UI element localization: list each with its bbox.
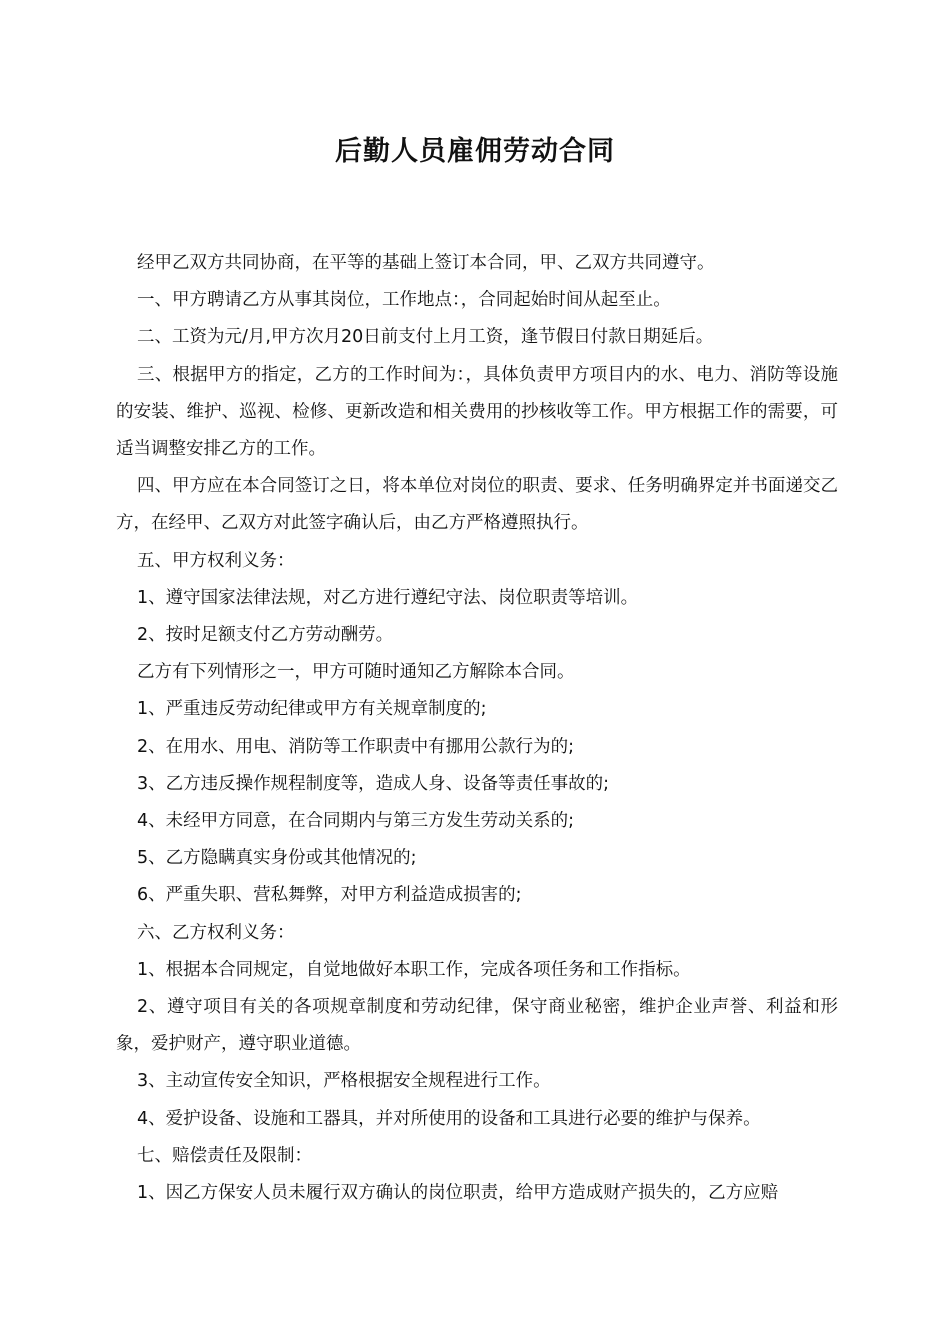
paragraph-list-item: 4、未经甲方同意，在合同期内与第三方发生劳动关系的;: [137, 811, 575, 832]
paragraph-clause-7-heading: 七、赔偿责任及限制：: [137, 1145, 312, 1166]
paragraph-list-item: 3、乙方违反操作规程制度等，造成人身、设备等责任事故的;: [137, 773, 610, 794]
paragraph-list-item: 3、主动宣传安全知识，严格根据安全规程进行工作。: [137, 1071, 551, 1092]
paragraph-clause-4: 四、甲方应在本合同签订之日，将本单位对岗位的职责、要求、任务明确界定并书面递交乙方，在经甲、乙双方对此签字确认后，由乙方严格遵照执行。: [116, 476, 838, 534]
paragraph-list-item: 1、遵守国家法律法规，对乙方进行遵纪守法、岗位职责等培训。: [137, 587, 639, 608]
document-title: 后勤人员雇佣劳动合同: [335, 136, 615, 167]
paragraph-list-item: 5、乙方隐瞒真实身份或其他情况的;: [137, 848, 417, 869]
paragraph-list-item: 1、因乙方保安人员未履行双方确认的岗位职责，给甲方造成财产损失的，乙方应赔: [137, 1183, 779, 1204]
paragraph-clause-5-heading: 五、甲方权利义务：: [137, 550, 295, 571]
paragraph-list-item: 6、严重失职、营私舞弊，对甲方利益造成损害的;: [137, 885, 522, 906]
paragraph-clause-6-heading: 六、乙方权利义务：: [137, 922, 295, 943]
paragraph-clause-1: 一、甲方聘请乙方从事其岗位，工作地点：，合同起始时间从起至止。: [137, 290, 671, 311]
document-body: [116, 245, 838, 1212]
paragraph-list-item: 1、根据本合同规定，自觉地做好本职工作，完成各项任务和工作指标。: [137, 959, 691, 980]
paragraph-clause-2: 二、工资为元/月,甲方次月20日前支付上月工资，逢节假日付款日期延后。: [137, 327, 714, 348]
paragraph-list-item: 2、遵守项目有关的各项规章制度和劳动纪律，保守商业秘密，维护企业声誉、利益和形象，爱护财产，遵守职业道德。: [116, 997, 838, 1055]
paragraph-intro: 经甲乙双方共同协商，在平等的基础上签订本合同，甲、乙双方共同遵守。: [137, 253, 715, 273]
paragraph-clause-3: 三、根据甲方的指定，乙方的工作时间为：，具体负责甲方项目内的水、电力、消防等设施的安装、维护、巡视、检修、更新改造和相关费用的抄核收等工作。甲方根据工作的需要，可适当调整安排乙方的工作。: [116, 364, 838, 460]
paragraph-list-item: 2、按时足额支付乙方劳动酬劳。: [137, 625, 394, 646]
paragraph-list-item: 2、在用水、用电、消防等工作职责中有挪用公款行为的;: [137, 736, 575, 757]
paragraph-list-item: 1、严重违反劳动纪律或甲方有关规章制度的;: [137, 699, 487, 720]
paragraph-list-item: 4、爱护设备、设施和工器具，并对所使用的设备和工具进行必要的维护与保养。: [137, 1108, 761, 1129]
paragraph-termination-intro: 乙方有下列情形之一，甲方可随时通知乙方解除本合同。: [137, 662, 575, 683]
